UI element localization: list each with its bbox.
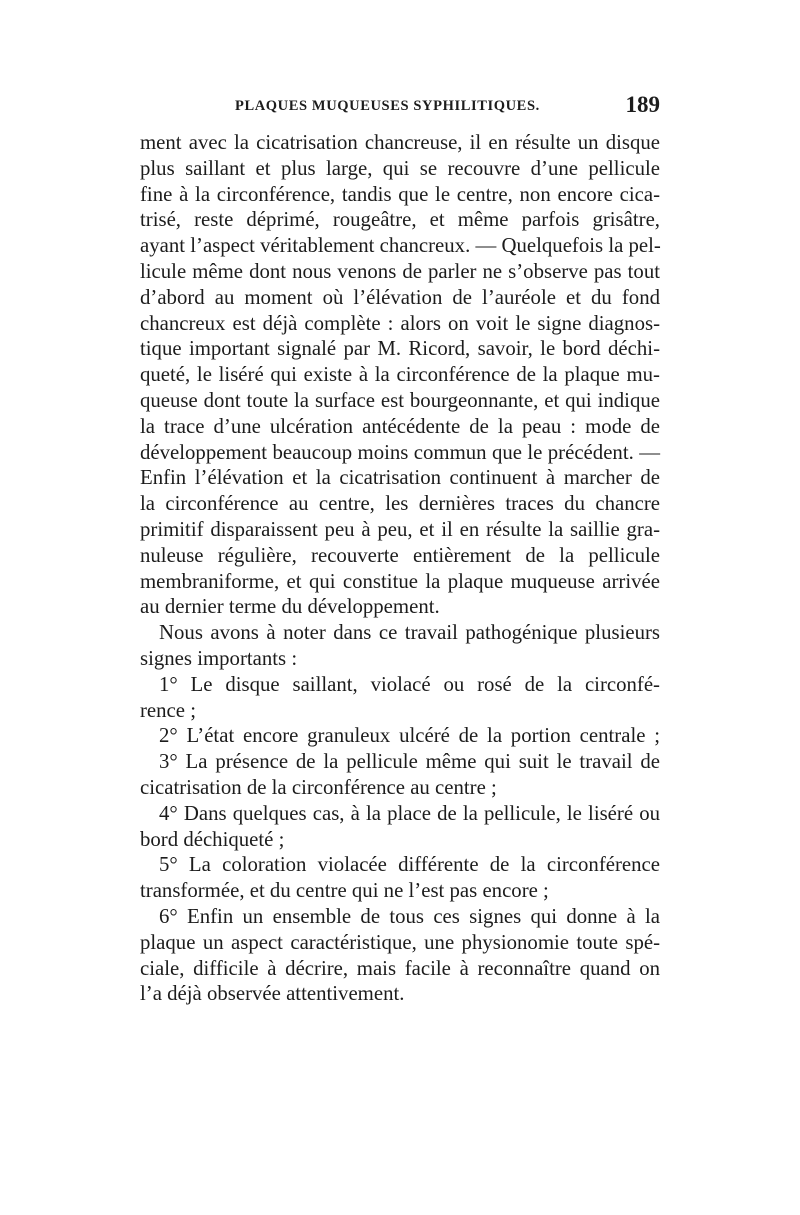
text-line: trisé, reste déprimé, rougeâtre, et même parfois grisâtre, bbox=[140, 208, 660, 232]
text-line: tique important signalé par M. Ricord, savoir, le bord déchi- bbox=[140, 337, 660, 361]
text-line: transformée, et du centre qui ne l’est pas encore ; bbox=[140, 879, 549, 903]
text-line: l’a déjà observée attentivement. bbox=[140, 982, 405, 1006]
text-line: fine à la circonférence, tandis que le centre, non encore cica- bbox=[140, 182, 660, 206]
text-line: rence ; bbox=[140, 698, 196, 722]
list-item-6: 6° Enfin un ensemble de tous ces signes qui donne à la bbox=[159, 904, 660, 928]
text-line: d’abord au moment où l’élévation de l’auréole et du fond bbox=[140, 285, 660, 309]
text-line: plus saillant et plus large, qui se recouvre d’une pellicule bbox=[140, 156, 660, 180]
running-title: PLAQUES MUQUEUSES SYPHILITIQUES. bbox=[235, 98, 540, 114]
text-line: primitif disparaissent peu à peu, et il en résulte la saillie gra- bbox=[140, 517, 660, 541]
text-line: queuse dont toute la surface est bourgeonnante, et qui indique bbox=[140, 388, 660, 412]
body-text bbox=[140, 130, 660, 1007]
text-line: bord déchiqueté ; bbox=[140, 827, 285, 851]
list-item-2: 2° L’état encore granuleux ulcéré de la portion centrale ; bbox=[159, 724, 660, 748]
text-line: plaque un aspect caractéristique, une physionomie toute spé- bbox=[140, 930, 660, 954]
text-line: Nous avons à noter dans ce travail pathogénique plusieurs bbox=[159, 621, 660, 645]
text-line: la circonférence au centre, les dernières traces du chancre bbox=[140, 492, 660, 516]
text-line: développement beaucoup moins commun que le précédent. — bbox=[140, 440, 660, 464]
text-line: ciale, difficile à décrire, mais facile à reconnaître quand on bbox=[140, 956, 660, 980]
text-line: membraniforme, et qui constitue la plaque muqueuse arrivée bbox=[140, 569, 660, 593]
page-number: 189 bbox=[625, 92, 660, 117]
list-item-4: 4° Dans quelques cas, à la place de la pellicule, le liséré ou bbox=[159, 801, 660, 825]
book-page bbox=[140, 92, 660, 1007]
text-line: chancreux est déjà complète : alors on voit le signe diagnos- bbox=[140, 311, 660, 335]
text-line: ment avec la cicatrisation chancreuse, il en résulte un disque bbox=[140, 131, 660, 154]
text-line: la trace d’une ulcération antécédente de la peau : mode de bbox=[140, 414, 660, 438]
list-item-1: 1° Le disque saillant, violacé ou rosé de la circonfé- bbox=[159, 672, 660, 696]
list-item-3: 3° La présence de la pellicule même qui suit le travail de bbox=[159, 750, 660, 774]
text-line: licule même dont nous venons de parler ne s’observe pas tout bbox=[140, 259, 660, 283]
text-line: au dernier terme du développement. bbox=[140, 595, 440, 619]
running-head bbox=[140, 92, 660, 128]
text-line: nuleuse régulière, recouverte entièrement de la pellicule bbox=[140, 543, 660, 567]
list-item-5: 5° La coloration violacée différente de la circonférence bbox=[159, 853, 660, 877]
text-line: signes importants : bbox=[140, 646, 298, 670]
text-line: ayant l’aspect véritablement chancreux. — Quelquefois la pel- bbox=[140, 234, 661, 258]
text-line: Enfin l’élévation et la cicatrisation continuent à marcher de bbox=[140, 466, 660, 490]
text-line: cicatrisation de la circonférence au centre ; bbox=[140, 775, 497, 799]
text-line: queté, le liséré qui existe à la circonférence de la plaque mu- bbox=[140, 363, 660, 387]
